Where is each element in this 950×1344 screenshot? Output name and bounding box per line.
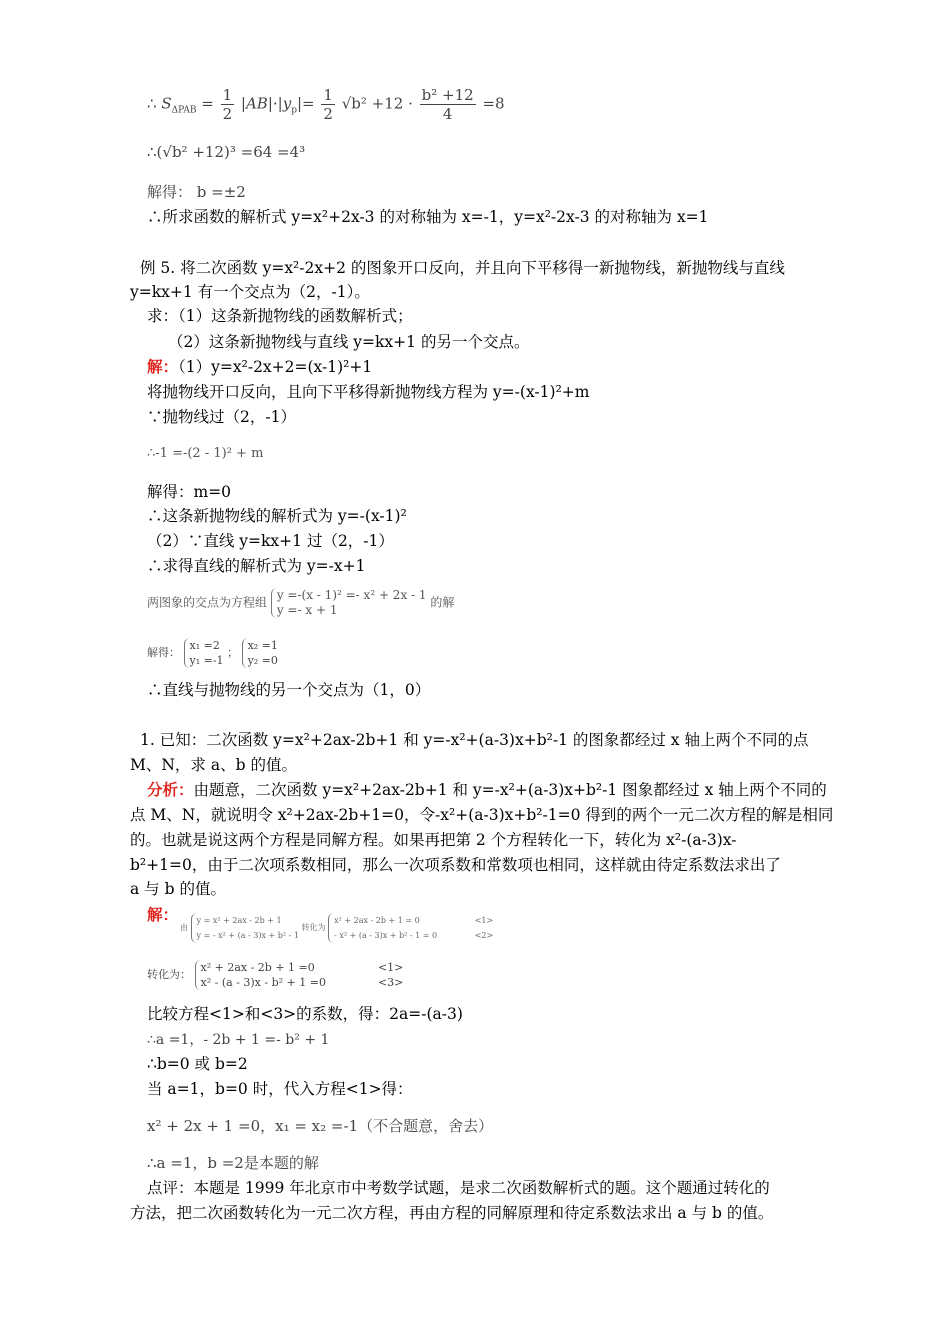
fraction-half-2: $\frac{1}{2}$ [323,86,333,123]
equals: = [201,94,214,113]
final-answer-math: ∴a =1，b =2是本题的解 [147,1154,319,1172]
converted-tags: <1> <3> [377,961,404,989]
review-line2: 方法，把二次函数转化为一元二次方程，再由方程的同解原理和待定系数法求出 a 与 b 的值。 [130,1204,774,1222]
system-solutions [147,638,278,668]
example5-line2: y=kx+1 有一个交点为（2，-1）。 [130,283,370,301]
solution-step4-math: ∴-1 =-(2 - 1)² + m [147,446,264,461]
equation-system-line [147,588,454,618]
analysis-line1 [147,779,827,801]
problem1-line2: M、N，求 a、b 的值。 [130,756,297,774]
solution-label: 解： [147,357,179,376]
substitute-math: x² + 2x + 1 =0，x₁ = x₂ =-1（不合题意，舍去） [147,1117,494,1135]
analysis-line2: 点 M、N，就说明令 x²+2ax-2b+1=0，令-x²+(a-3)x+b²-1=0 得到的两个一元二次方程的解是相同 [130,806,834,824]
solution-step8: ∴求得直线的解析式为 y=-x+1 [147,557,366,575]
transform-arrow-text: 转化为 [301,923,326,932]
cube-line: ∴(√b² +12)³ =64 =4³ [147,143,306,161]
solution-step7: （2）∵直线 y=kx+1 过（2，-1） [147,532,394,550]
solution-step1-text: （1）y=x²-2x+2=(x-1)²+1 [178,358,373,376]
transform-tags: <1> <2> [474,916,494,940]
system-suffix: 的解 [430,595,455,610]
solution2-label: 解： [147,905,179,924]
solution-pair-2: x₂ =1 y₂ =0 [242,638,278,668]
transform-from: 由 [180,923,188,932]
transform-system [180,913,493,943]
solution-conclusion: ∴直线与抛物线的另一个交点为（1，0） [147,681,431,699]
solution-step6: ∴这条新抛物线的解析式为 y=-(x-1)² [147,507,407,525]
example5-line1: 例 5. 将二次函数 y=x²-2x+2 的图象开口反向，并且向下平移得一新抛物线，新抛物线与直线 [140,259,785,277]
analysis-line5: a 与 b 的值。 [130,880,226,898]
analysis-line4: b²+1=0，由于二次项系数相同，那么一次项系数和常数项也相同，这样就由待定系数法求出了 [130,856,781,874]
transform-original: y = x² + 2ax - 2b + 1 y = - x² + (a - 3)x + b² - 1 [191,913,299,943]
axis-conclusion: ∴所求函数的解析式 y=x²+2x-3 的对称轴为 x=-1，y=x²-2x-3 的对称轴为 x=1 [147,208,709,226]
ab-term: |AB|·|y [240,94,292,113]
solution-step1 [147,356,372,378]
solutions-separator: ； [227,646,239,659]
area-formula [147,86,505,123]
example5-question1: 求：（1）这条新抛物线的函数解析式； [147,307,413,325]
review-line1: 点评：本题是 1999 年北京市中考数学试题，是求二次函数解析式的题。这个题通过转化的 [147,1179,770,1197]
solve-b-line: 解得： b =±2 [147,183,246,201]
yp-subscript: p [291,105,297,116]
analysis-line1-text: 由题意，二次函数 y=x²+2ax-2b+1 和 y=-x²+(a-3)x+b²-1 图象都经过 x 轴上两个不同的 [193,781,827,799]
compare-math: ∴a =1，- 2b + 1 =- b² + 1 [147,1032,330,1048]
converted-equations: x² + 2ax - 2b + 1 =0 x² - (a - 3)x - b² + 1 =0 [195,960,326,990]
transform-result: x² + 2ax - 2b + 1 = 0 - x² + (a - 3)x + b² - 1 = 0 [328,913,437,943]
solution-step3: ∵抛物线过（2，-1） [147,408,296,426]
area-symbol: S [161,94,172,113]
solution-pair-1: x₁ =2 y₁ =-1 [184,638,224,668]
solutions-prefix: 解得： [147,646,180,659]
analysis-line3: 的。也就是说这两个方程是同解方程。如果再把第 2 个方程转化一下，转化为 x²-(a-3)x- [130,831,737,849]
solution2-label-line [147,904,178,926]
solution-step5: 解得：m=0 [147,483,232,501]
area-result: =8 [482,94,505,113]
system-eq1: y =-(x - 1)² =- x² + 2x - 1 [276,588,427,602]
solution-step2: 将抛物线开口反向，且向下平移得新抛物线方程为 y=-(x-1)²+m [147,383,590,401]
b-result: ∴b=0 或 b=2 [147,1055,248,1073]
abs-close: |= [296,94,315,113]
example5-question2: （2）这条新抛物线与直线 y=kx+1 的另一个交点。 [168,333,530,351]
dot: · [408,94,413,113]
fraction-b: $\frac{\text{b² +12}}{4}$ [421,86,474,123]
sqrt-term: √b² +12 [341,94,404,113]
system-prefix: 两图象的交点为方程组 [147,595,268,610]
area-subscript: ΔPAB [171,105,197,116]
fraction-half: $\frac{1}{2}$ [222,86,233,123]
substitute-line: 当 a=1，b=0 时，代入方程<1>得： [147,1080,413,1098]
equation-system [271,588,427,618]
therefore-symbol: ∴ [147,94,157,113]
problem1-line1: 1. 已知：二次函数 y=x²+2ax-2b+1 和 y=-x²+(a-3)x+b²-1 的图象都经过 x 轴上两个不同的点 [140,731,809,749]
system-eq2: y =- x + 1 [276,603,338,617]
compare-coefficients: 比较方程<1>和<3>的系数，得：2a=-(a-3) [147,1005,463,1023]
analysis-label: 分析： [147,780,194,799]
converted-prefix: 转化为： [147,968,191,981]
converted-system [147,960,403,990]
